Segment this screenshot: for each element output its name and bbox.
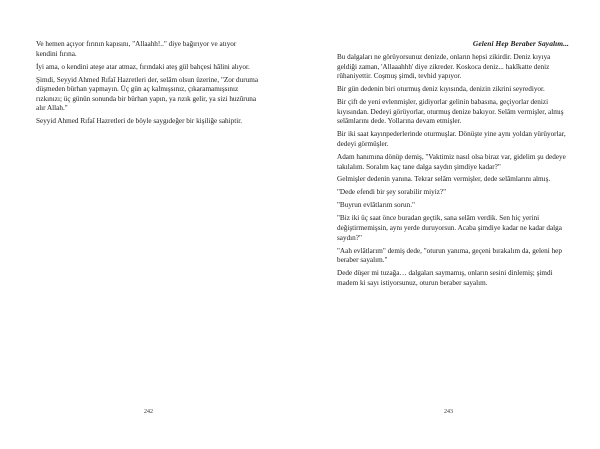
paragraph: Gelmişler dedenin yanına. Tekrar selâm vermişler, dede selâmlarını almış. [337, 175, 551, 184]
paragraph: "Aah evlâtlarım" demiş dede, "oturun yanıma, geçeni bırakalım da, geleni hep beraber sayalım." [337, 246, 562, 265]
paragraph: Bir iki saat kayınpederlerinde oturmuşlar. Dönüşte yine aynı yoldan yürüyorlar, dedeyi görmüşler. [337, 130, 566, 148]
running-head: Geleni Hep Beraber Sayalım... [472, 39, 569, 48]
right-page [300, 0, 600, 449]
right-page-body [337, 53, 569, 292]
paragraph: Adam hanımına dönüp demiş, "Vaktimiz nasıl olsa biraz var, gidelim şu dedeye takılalım. Soralım kaç tane dalga saydın şimdiye kadar?" [337, 152, 566, 171]
page-number: 243 [444, 409, 453, 415]
paragraph: İyi ama, o kendini ateşe atar atmaz, fırındaki ateş gül bahçesi hâlini alıyor. [36, 62, 250, 71]
paragraph: Seyyid Ahmed Rıfaî Hazretleri de böyle saygıdeğer bir kişiliğe sahiptir. [36, 117, 242, 126]
paragraph: "Buyrun evlâtlarım sorun." [337, 201, 415, 210]
paragraph: Ve hemen açıyor fırının kapısını, "Allaahh!.." diye bağırıyor ve atıyor kendini fırına. [36, 40, 237, 58]
paragraph: Şimdi, Seyyid Ahmed Rıfaî Hazretleri der, selâm olsun üzerine, "Zor duruma düşmeden bürhan yapmayın. Üç gün aç kalmışsınız, çıkaramamışsınız rızkınızı; üç günün sonunda bir bürhan yapın, ya rızık gelir, ya sizi huzûruna alır Allah." [36, 75, 259, 113]
paragraph: Dede düşer mi tuzağa… dalgaları saymamış, onların sesini dinlemiş; şimdi madem ki sayı istiyorsunuz, oturun beraber sayalım. [337, 269, 553, 287]
paragraph: Bir gün dedenin biri oturmuş deniz kıyısında, denizin zikrini seyrediyor. [337, 85, 545, 94]
paragraph: Bir çift de yeni evlenmişler, gidiyorlar gelinin babasına, geçiyorlar denizi kıyısından. Dedeyi görüyorlar, oturmuş denize bakıyor. Selâm vermişler, almış selâmlarını dede. Yollarına devam etmişler. [337, 98, 564, 126]
paragraph: "Biz iki üç saat önce buradan geçtik, sana selâm verdik. Sen hiç yerini değiştirmemişsin, aynı yerde duruyorsun. Acaba şimdiye kadar ne kadar dalga saydın?" [337, 214, 562, 242]
paragraph: "Dede efendi bir şey sorabilir miyiz?" [337, 188, 447, 197]
page-number: 242 [144, 409, 153, 415]
paragraph: Bu dalgaları ne görüyorsunuz denizde, onların hepsi zikirdir. Deniz kıyıya geldiği zaman, 'Allaaahhh' diye zikreder. Koskoca deniz... hakîkatte deniz rûhaniyettir. Coşmuş şimdi, tevhid yapıyor. [337, 53, 551, 81]
left-page-body [36, 40, 258, 130]
